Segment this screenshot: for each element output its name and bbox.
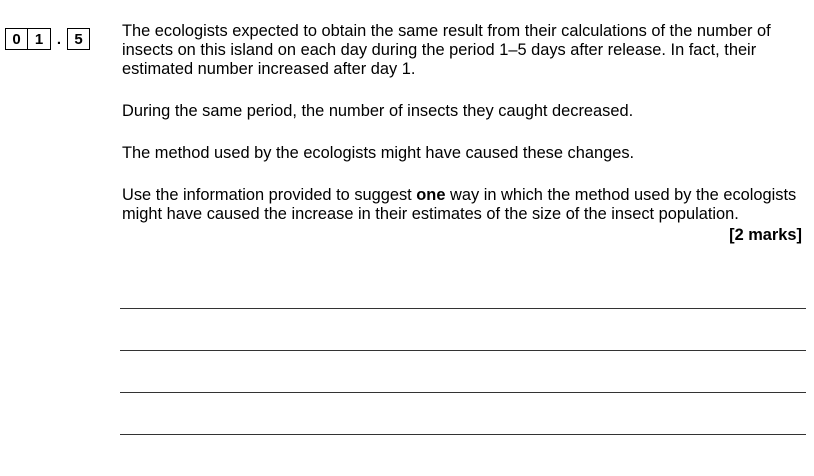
answer-line-1[interactable] <box>120 308 806 309</box>
question-paragraph-2: During the same period, the number of insects they caught decreased. <box>122 102 634 120</box>
question-number-main <box>5 28 51 50</box>
answer-line-3[interactable] <box>120 392 806 393</box>
instruction-text-after: way in which the method used by the ecologists might have caused the increase in their estimates of the size of the insect population. <box>122 186 797 223</box>
question-part-digit: 5 <box>67 28 90 50</box>
marks-label: [2 marks] <box>729 226 802 244</box>
question-digit-1: 0 <box>5 28 28 50</box>
question-paragraph-3: The method used by the ecologists might have caused these changes. <box>122 144 635 162</box>
instruction-emphasis: one <box>416 186 446 204</box>
question-digit-2: 1 <box>28 28 51 50</box>
question-instruction <box>122 186 806 224</box>
answer-line-4[interactable] <box>120 434 806 435</box>
question-number <box>5 28 90 50</box>
instruction-text-before: Use the information provided to suggest <box>122 186 417 204</box>
question-paragraph-1: The ecologists expected to obtain the same result from their calculations of the number of insects on this island on each day during the period 1–5 days after release. In fact, their estimated number increased after day 1. <box>122 22 771 78</box>
answer-line-2[interactable] <box>120 350 806 351</box>
question-number-part <box>67 28 90 50</box>
question-number-separator: . <box>56 30 62 48</box>
question-text <box>122 22 806 245</box>
answer-area[interactable] <box>120 308 806 476</box>
